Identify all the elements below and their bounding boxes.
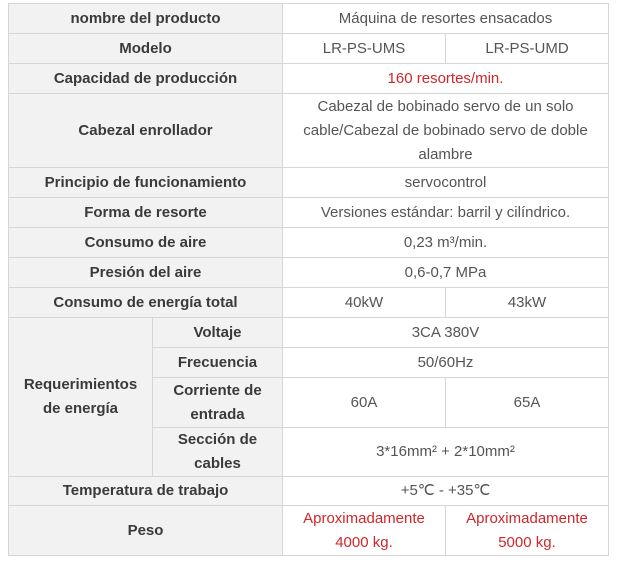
capacity-value: 160 resortes/min. bbox=[283, 64, 609, 94]
cable-section-label: Sección de cables bbox=[153, 428, 283, 477]
table-row bbox=[9, 477, 609, 506]
air-consumption-value: 0,23 m³/min. bbox=[283, 228, 609, 258]
input-current-ums-value: 60A bbox=[283, 378, 446, 428]
input-current-umd-value: 65A bbox=[446, 378, 609, 428]
total-power-label: Consumo de energía total bbox=[9, 288, 283, 318]
capacity-label: Capacidad de producción bbox=[9, 64, 283, 94]
weight-umd-value: Aproximadamente 5000 kg. bbox=[446, 506, 609, 556]
model-ums-value: LR-PS-UMS bbox=[283, 34, 446, 64]
working-temperature-label: Temperatura de trabajo bbox=[9, 477, 283, 506]
input-current-label: Corriente de entrada bbox=[153, 378, 283, 428]
power-requirements-label: Requerimientos de energía bbox=[9, 318, 153, 477]
total-power-umd-value: 43kW bbox=[446, 288, 609, 318]
frequency-value: 50/60Hz bbox=[283, 348, 609, 378]
spring-shape-value: Versiones estándar: barril y cilíndrico. bbox=[283, 198, 609, 228]
weight-ums-value: Aproximadamente 4000 kg. bbox=[283, 506, 446, 556]
air-pressure-label: Presión del aire bbox=[9, 258, 283, 288]
coiling-head-value: Cabezal de bobinado servo de un solo cable/Cabezal de bobinado servo de doble alambre bbox=[283, 94, 609, 168]
model-umd-value: LR-PS-UMD bbox=[446, 34, 609, 64]
table-row bbox=[9, 168, 609, 198]
principle-value: servocontrol bbox=[283, 168, 609, 198]
cable-section-value: 3*16mm² + 2*10mm² bbox=[283, 428, 609, 477]
table-row bbox=[9, 64, 609, 94]
total-power-ums-value: 40kW bbox=[283, 288, 446, 318]
model-label: Modelo bbox=[9, 34, 283, 64]
table-row bbox=[9, 318, 609, 348]
voltage-value: 3CA 380V bbox=[283, 318, 609, 348]
table-row bbox=[9, 258, 609, 288]
principle-label: Principio de funcionamiento bbox=[9, 168, 283, 198]
frequency-label: Frecuencia bbox=[153, 348, 283, 378]
product-name-label: nombre del producto bbox=[9, 4, 283, 34]
product-name-value: Máquina de resortes ensacados bbox=[283, 4, 609, 34]
table-row bbox=[9, 4, 609, 34]
specs-table bbox=[8, 3, 609, 556]
table-row bbox=[9, 34, 609, 64]
weight-label: Peso bbox=[9, 506, 283, 556]
working-temperature-value: +5℃ - +35℃ bbox=[283, 477, 609, 506]
voltage-label: Voltaje bbox=[153, 318, 283, 348]
air-pressure-value: 0,6-0,7 MPa bbox=[283, 258, 609, 288]
air-consumption-label: Consumo de aire bbox=[9, 228, 283, 258]
spring-shape-label: Forma de resorte bbox=[9, 198, 283, 228]
table-row bbox=[9, 228, 609, 258]
coiling-head-label: Cabezal enrollador bbox=[9, 94, 283, 168]
table-row bbox=[9, 198, 609, 228]
table-row bbox=[9, 288, 609, 318]
table-row bbox=[9, 506, 609, 556]
table-row bbox=[9, 94, 609, 168]
